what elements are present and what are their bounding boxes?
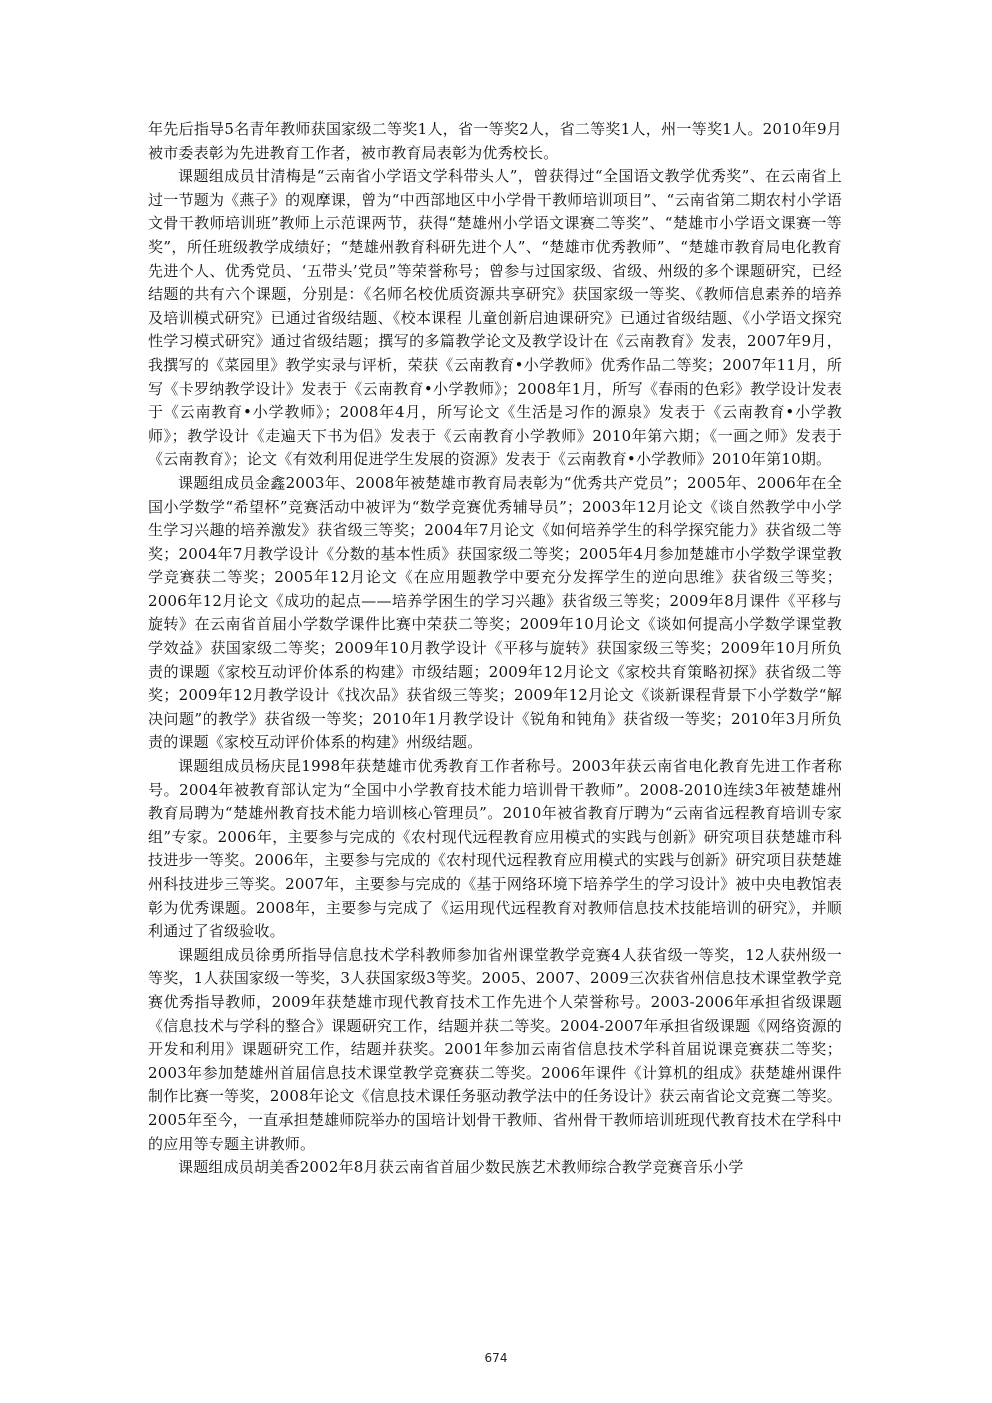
paragraph-yang-qingkun: 课题组成员杨庆昆1998年获楚雄市优秀教育工作者称号。2003年获云南省电化教育先进工作者称号。2004年被教育部认定为“全国中小学教育技术能力培训骨干教师”。2008-2010连续3年被楚雄州教育局聘为“楚雄州教育技术能力培训核心管理员”。2010年被省教育厅聘为“云南省远程教育培训专家组”专家。2006年，主要参与完成的《农村现代远程教育应用模式的实践与创新》研究项目获楚雄市科技进步一等奖。2006年，主要参与完成的《农村现代远程教育应用模式的实践与创新》研究项目获楚雄州科技进步三等奖。2007年，主要参与完成的《基于网络环境下培养学生的学习设计》被中央电教馆表彰为优秀课题。2008年，主要参与完成了《运用现代远程教育对教师信息技术技能培训的研究》，并顺利通过了省级验收。 (148, 757, 842, 941)
paragraph-gan-qingmei: 课题组成员甘清梅是“云南省小学语文学科带头人”，曾获得过“全国语文教学优秀奖”、在云南省上过一节题为《燕子》的观摩课，曾为“中西部地区中小学骨干教师培训项目”、“云南省第二期农村小学语文骨干教师培训班”教师上示范课两节，获得“楚雄州小学语文课赛二等奖”、“楚雄市小学语文课赛一等奖”，所任班级教学成绩好；“楚雄州教育科研先进个人”、“楚雄市优秀教师”、“楚雄市教育局电化教育先进个人、优秀党员、‘五带头’党员”等荣誉称号；曾参与过国家级、省级、州级的多个课题研究，已经结题的共有六个课题，分别是：《名师名校优质资源共享研究》获国家级一等奖、《教师信息素养的培养及培训模式研究》已通过省级结题、《校本课程 儿童创新启迪课研究》已通过省级结题、《小学语文探究性学习模式研究》通过省级结题；撰写的多篇教学论文及教学设计在《云南教育》发表，2007年9月，我撰写的《菜园里》教学实录与评析，荣获《云南教育•小学教师》优秀作品二等奖；2007年11月，所写《卡罗纳教学设计》发表于《云南教育•小学教师》；2008年1月，所写《春雨的色彩》教学设计发表于《云南教育•小学教师》；2008年4月，所写论文《生活是习作的源泉》发表于《云南教育•小学教师》；教学设计《走遍天下书为侣》发表于《云南教育小学教师》2010年第六期；《一画之师》发表于《云南教育》；论文《有效利用促进学生发展的资源》发表于《云南教育•小学教师》2010年第10期。 (148, 167, 842, 469)
page-number: 674 (484, 1351, 508, 1365)
paragraph-jin-xin: 课题组成员金鑫2003年、2008年被楚雄市教育局表彰为“优秀共产党员”；2005年、2006年在全国小学数学“希望杯”竞赛活动中被评为“数学竞赛优秀辅导员”；2003年12月论文《谈自然教学中小学生学习兴趣的培养激发》获省级三等奖；2004年7月论文《如何培养学生的科学探究能力》获省级二等奖；2004年7月教学设计《分数的基本性质》获国家级二等奖；2005年4月参加楚雄市小学数学课堂教学竞赛获二等奖；2005年12月论文《在应用题教学中要充分发挥学生的逆向思维》获省级三等奖；2006年12月论文《成功的起点——培养学困生的学习兴趣》获省级三等奖；2009年8月课件《平移与旋转》在云南省首届小学数学课件比赛中荣获二等奖；2009年10月论文《谈如何提高小学数学课堂教学效益》获国家级二等奖；2009年10月教学设计《平移与旋转》获国家级三等奖；2009年10月所负责的课题《家校互动评价体系的构建》市级结题；2009年12月论文《家校共育策略初探》获省级二等奖；2009年12月教学设计《找次品》获省级三等奖；2009年12月论文《谈新课程背景下小学数学“解决问题”的教学》获省级一等奖；2010年1月教学设计《锐角和钝角》获省级一等奖；2010年3月所负责的课题《家校互动评价体系的构建》州级结题。 (148, 473, 842, 752)
paragraph-xu-yong: 课题组成员徐勇所指导信息技术学科教师参加省州课堂教学竞赛4人获省级一等奖，12人获州级一等奖，1人获国家级一等奖，3人获国家级3等奖。2005、2007、2009三次获省州信息技术课堂教学竞赛优秀指导教师，2009年获楚雄市现代教育技术工作先进个人荣誉称号。2003-2006年承担省级课题《信息技术与学科的整合》课题研究工作，结题并获二等奖。2004-2007年承担省级课题《网络资源的开发和利用》课题研究工作，结题并获奖。2001年参加云南省信息技术学科首届说课竞赛获二等奖；2003年参加楚雄州首届信息技术课堂教学竞赛获二等奖。2006年课件《计算机的组成》获楚雄州课件制作比赛一等奖，2008年论文《信息技术课任务驱动教学法中的任务设计》获云南省论文竞赛二等奖。2005年至今，一直承担楚雄师院举办的国培计划骨干教师、省州骨干教师培训班现代教育技术在学科中的应用等专题主讲教师。 (148, 945, 842, 1153)
page-body (148, 118, 842, 1180)
paragraph-hu-meixiang: 课题组成员胡美香2002年8月获云南省首届少数民族艺术教师综合教学竞赛音乐小学 (178, 1158, 744, 1177)
paragraph-continuation: 年先后指导5名青年教师获国家级二等奖1人，省一等奖2人，省二等奖1人，州一等奖1人。2010年9月被市委表彰为先进教育工作者，被市教育局表彰为优秀校长。 (148, 120, 842, 162)
